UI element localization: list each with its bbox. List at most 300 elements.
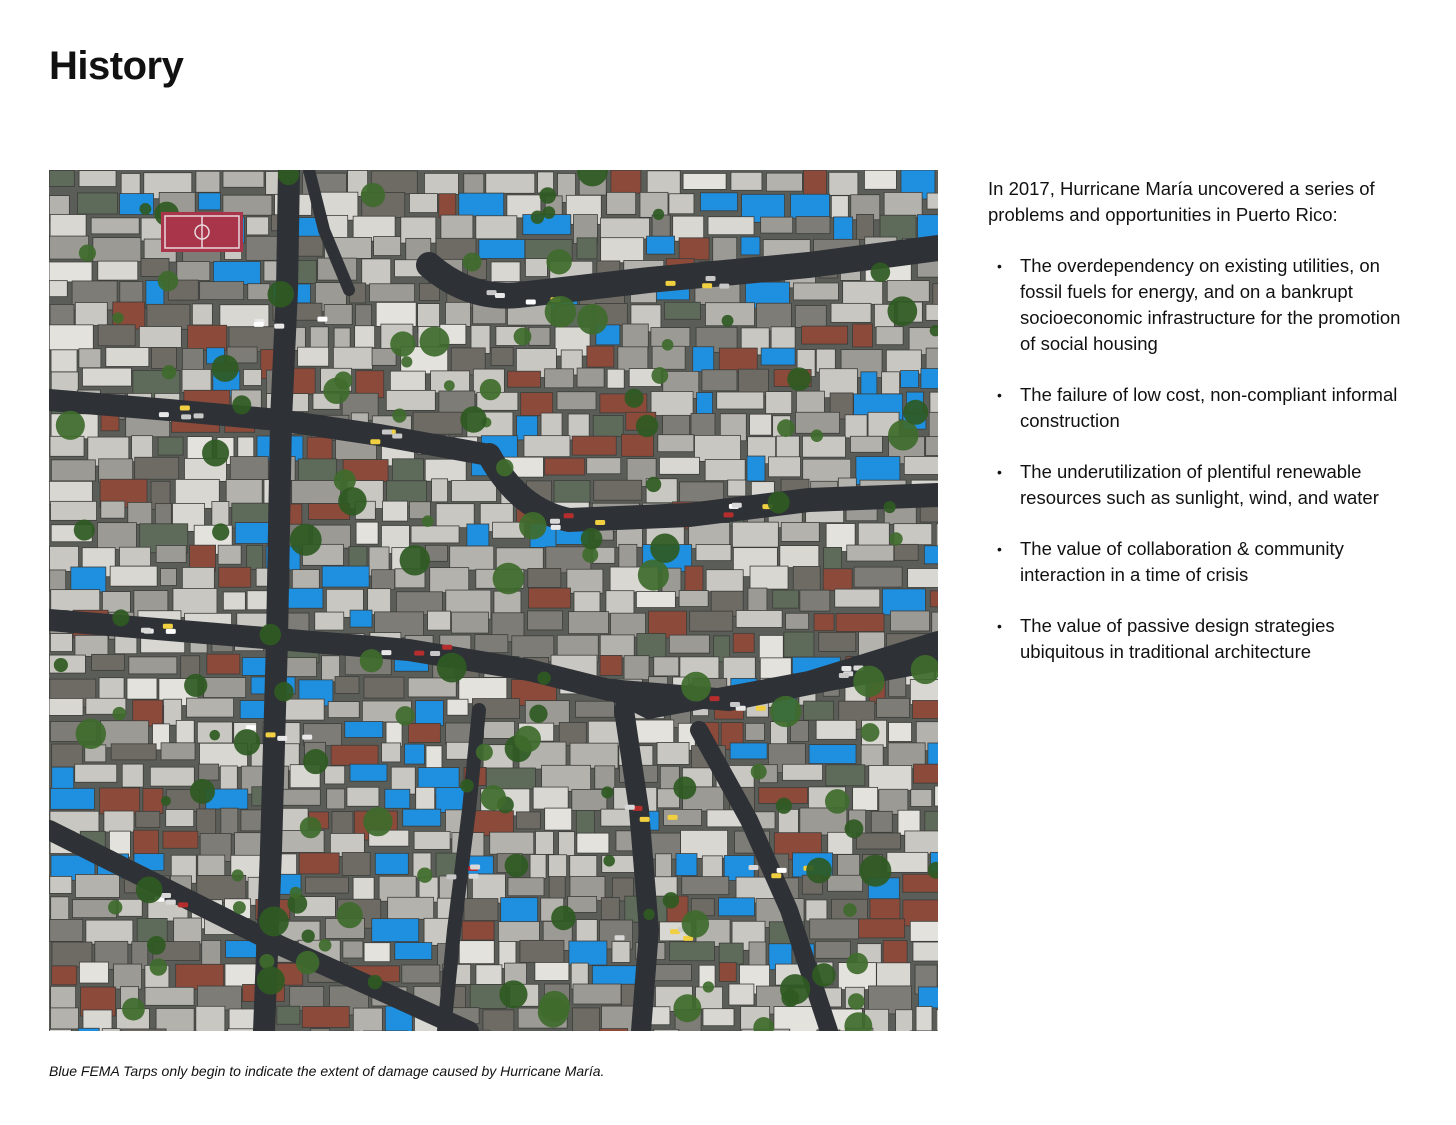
car xyxy=(180,406,190,411)
page-title: History xyxy=(49,44,184,88)
roof xyxy=(730,743,767,759)
roof xyxy=(529,327,550,345)
roof xyxy=(343,941,363,958)
roof xyxy=(402,965,440,983)
roof xyxy=(247,545,263,569)
roof xyxy=(347,787,379,806)
tree xyxy=(290,887,302,899)
roof xyxy=(174,918,202,944)
roof xyxy=(831,196,848,218)
bullet-icon: • xyxy=(997,258,1002,274)
tree xyxy=(673,994,701,1022)
roof xyxy=(395,943,432,960)
roof xyxy=(50,634,72,652)
roof xyxy=(729,984,754,1005)
roof xyxy=(719,898,755,916)
roof xyxy=(706,570,743,592)
roof xyxy=(856,833,900,849)
roof xyxy=(728,480,746,496)
roof xyxy=(71,567,106,592)
roof xyxy=(196,171,220,192)
history-text xyxy=(988,176,1418,690)
roof xyxy=(889,722,912,741)
roof xyxy=(78,1028,99,1031)
roof xyxy=(871,811,892,832)
roof xyxy=(464,899,498,921)
roof xyxy=(413,412,462,434)
car xyxy=(771,873,781,878)
roof xyxy=(768,457,800,477)
tree xyxy=(861,723,880,742)
roof xyxy=(594,480,642,500)
roof xyxy=(516,812,540,829)
tree xyxy=(56,411,85,440)
roof xyxy=(230,457,268,480)
car xyxy=(166,629,176,634)
list-item xyxy=(988,536,1418,588)
roof xyxy=(793,283,838,300)
roof xyxy=(624,656,649,680)
car xyxy=(274,324,284,329)
roof xyxy=(432,479,448,502)
roof xyxy=(221,808,238,834)
list-item xyxy=(988,253,1418,357)
roof xyxy=(850,436,882,452)
roof xyxy=(98,261,138,280)
roof xyxy=(554,480,590,503)
tree xyxy=(625,389,644,408)
tree xyxy=(843,903,857,917)
roof xyxy=(49,170,74,186)
roof xyxy=(600,635,634,658)
tree xyxy=(777,419,795,437)
roof xyxy=(247,217,269,235)
car xyxy=(470,864,480,869)
car xyxy=(625,805,635,810)
tree xyxy=(319,939,332,952)
roof xyxy=(305,877,348,893)
roof xyxy=(322,566,369,587)
roof xyxy=(298,347,329,366)
roof xyxy=(372,570,395,590)
roof xyxy=(223,171,264,187)
basketball-court xyxy=(161,212,243,252)
roof xyxy=(936,1010,938,1031)
roof xyxy=(459,193,504,216)
roof xyxy=(708,217,754,235)
roof xyxy=(901,371,919,388)
roof xyxy=(761,348,795,365)
roof xyxy=(679,238,709,260)
tree xyxy=(543,206,556,219)
car xyxy=(702,283,712,288)
roof xyxy=(362,259,391,285)
roof xyxy=(703,1009,734,1026)
roof xyxy=(857,214,874,239)
roof xyxy=(50,304,74,325)
roof xyxy=(248,284,270,300)
roof xyxy=(530,855,546,879)
roof xyxy=(51,1008,79,1029)
tree xyxy=(825,789,850,814)
roof xyxy=(156,545,186,562)
roof xyxy=(364,677,404,698)
roof xyxy=(926,348,938,371)
roof xyxy=(416,787,435,810)
tree xyxy=(212,355,239,382)
roof xyxy=(79,349,101,368)
roof xyxy=(828,875,863,891)
roof xyxy=(335,677,359,694)
car xyxy=(526,300,536,305)
car xyxy=(730,702,740,707)
car xyxy=(640,817,650,822)
car xyxy=(159,412,169,417)
roof xyxy=(904,456,938,474)
roof xyxy=(382,743,401,762)
car xyxy=(442,645,452,650)
tree xyxy=(538,997,569,1028)
tree xyxy=(390,331,415,356)
roof xyxy=(145,987,194,1005)
tree xyxy=(551,906,576,931)
roof xyxy=(441,215,473,240)
roof xyxy=(809,745,856,764)
roof xyxy=(693,347,714,372)
roof xyxy=(814,614,834,631)
roof xyxy=(557,392,596,410)
roof xyxy=(182,369,211,392)
roof xyxy=(664,302,700,319)
roof xyxy=(834,217,853,242)
roof xyxy=(829,172,858,195)
roof xyxy=(593,416,623,437)
roof xyxy=(913,700,938,718)
tree xyxy=(122,998,145,1021)
roof xyxy=(791,194,830,218)
roof xyxy=(491,348,513,366)
car xyxy=(446,874,456,879)
roof xyxy=(656,854,672,879)
roof xyxy=(409,194,437,213)
tree xyxy=(903,400,928,425)
roof xyxy=(388,897,434,919)
roof xyxy=(545,458,585,475)
roof xyxy=(428,611,451,630)
tree xyxy=(514,328,532,346)
roof xyxy=(747,456,765,481)
roof xyxy=(218,545,241,564)
roof xyxy=(836,614,884,632)
tree xyxy=(499,980,527,1008)
tree xyxy=(420,327,450,357)
roof xyxy=(683,173,726,189)
roof xyxy=(685,566,703,591)
roof xyxy=(774,1007,819,1031)
tree xyxy=(162,365,176,379)
roof xyxy=(611,170,641,193)
tree xyxy=(338,487,366,515)
roof xyxy=(52,767,74,790)
tree xyxy=(514,726,541,753)
roof xyxy=(815,941,850,958)
roof xyxy=(741,237,760,255)
tree xyxy=(577,304,608,335)
roof xyxy=(166,810,194,827)
roof xyxy=(702,370,737,391)
tree xyxy=(846,953,868,975)
roof xyxy=(835,589,880,607)
roof xyxy=(647,236,675,254)
tree xyxy=(396,706,415,725)
roof xyxy=(114,964,142,989)
roof xyxy=(430,568,469,593)
roof xyxy=(861,745,883,766)
roof xyxy=(176,964,224,989)
car xyxy=(381,650,391,655)
roof xyxy=(859,919,905,938)
tree xyxy=(643,909,654,920)
tree xyxy=(79,244,96,261)
roof xyxy=(896,1010,913,1031)
roof xyxy=(451,481,496,502)
tree xyxy=(859,855,891,887)
roof xyxy=(49,281,67,297)
roof xyxy=(911,789,932,806)
tree xyxy=(871,262,891,282)
car xyxy=(841,666,851,671)
roof xyxy=(491,262,520,282)
tree xyxy=(812,963,836,987)
roof xyxy=(345,721,383,737)
tree xyxy=(150,958,167,975)
roof xyxy=(93,238,141,262)
roof xyxy=(484,721,515,738)
list-item xyxy=(988,459,1418,511)
tree xyxy=(337,902,363,928)
tree xyxy=(422,515,434,527)
roof xyxy=(508,878,544,896)
tree xyxy=(806,858,832,884)
roof xyxy=(295,260,316,283)
roof xyxy=(669,942,714,961)
roof xyxy=(459,941,494,964)
roof xyxy=(601,238,644,263)
roof xyxy=(823,569,852,591)
list-item-text: The failure of low cost, non-compliant informal construction xyxy=(1020,384,1398,431)
roof xyxy=(528,611,563,630)
roof xyxy=(883,941,907,964)
roof xyxy=(139,327,181,348)
roof xyxy=(575,701,614,717)
roof xyxy=(695,435,741,461)
tree xyxy=(722,315,734,327)
roof xyxy=(135,457,179,479)
roof xyxy=(52,744,83,767)
roof xyxy=(414,831,450,849)
roof xyxy=(520,940,564,962)
roof xyxy=(79,962,108,983)
car xyxy=(469,874,479,879)
roof xyxy=(331,745,378,765)
tree xyxy=(463,253,482,272)
roof xyxy=(150,767,194,786)
tree xyxy=(519,512,546,539)
tree xyxy=(646,477,661,492)
tree xyxy=(889,532,902,545)
car xyxy=(254,322,264,327)
roof xyxy=(79,171,116,187)
roof xyxy=(882,372,900,394)
roof xyxy=(748,588,767,611)
roof xyxy=(424,173,458,194)
roof xyxy=(350,764,387,781)
tree xyxy=(638,559,669,590)
tree xyxy=(233,901,246,914)
roof xyxy=(700,193,737,211)
roof xyxy=(462,921,494,940)
car xyxy=(839,673,849,678)
roof xyxy=(128,502,152,524)
tree xyxy=(274,682,294,702)
tree xyxy=(112,312,123,323)
roof xyxy=(525,259,547,277)
tree xyxy=(113,707,127,721)
tree xyxy=(651,367,668,384)
roof xyxy=(910,921,938,941)
tree xyxy=(853,666,884,697)
roof xyxy=(845,415,867,438)
tree xyxy=(493,563,525,595)
roof xyxy=(476,216,517,239)
tree xyxy=(260,624,281,645)
roof xyxy=(570,743,618,768)
roof xyxy=(766,173,802,191)
roof xyxy=(332,812,353,837)
tree xyxy=(545,296,576,327)
bullet-icon: • xyxy=(997,387,1002,403)
roof xyxy=(50,570,66,591)
roof xyxy=(151,348,176,369)
tree xyxy=(437,653,467,683)
roof xyxy=(731,172,762,190)
roof xyxy=(121,173,140,194)
car xyxy=(668,815,678,820)
tree xyxy=(158,271,179,292)
roof xyxy=(577,368,604,387)
roof xyxy=(50,788,94,809)
roof xyxy=(100,788,140,814)
tree xyxy=(787,367,811,391)
roof xyxy=(802,436,845,457)
roof xyxy=(877,698,910,717)
roof xyxy=(927,193,938,209)
tree xyxy=(662,339,674,351)
roof xyxy=(292,480,341,503)
bullet-icon: • xyxy=(997,618,1002,634)
car xyxy=(550,519,560,524)
roof xyxy=(86,920,133,944)
roof xyxy=(935,786,938,806)
tree xyxy=(74,520,95,541)
roof xyxy=(49,698,83,715)
roof xyxy=(719,348,757,372)
tree xyxy=(538,671,551,684)
roof xyxy=(383,501,408,521)
roof xyxy=(104,811,134,832)
roof xyxy=(690,611,733,631)
roof xyxy=(49,325,93,350)
roof xyxy=(277,1006,300,1024)
tree xyxy=(360,649,383,672)
roof xyxy=(475,635,508,653)
roof xyxy=(679,591,708,607)
roof xyxy=(333,347,372,369)
car xyxy=(719,284,729,289)
roof xyxy=(781,522,819,541)
car xyxy=(277,736,287,741)
roof xyxy=(375,853,408,874)
roof xyxy=(302,1007,349,1028)
roof xyxy=(50,919,83,941)
tree xyxy=(682,910,709,937)
roof xyxy=(654,657,679,676)
bullet-icon: • xyxy=(997,541,1002,557)
tree xyxy=(401,356,412,367)
roof xyxy=(918,987,938,1008)
roof xyxy=(207,654,240,674)
roof xyxy=(415,701,443,726)
roof xyxy=(793,566,820,593)
car xyxy=(777,868,787,873)
tree xyxy=(290,524,322,556)
roof xyxy=(486,173,535,193)
list-item-text: The value of passive design strategies ubiquitous in traditional architecture xyxy=(1020,615,1335,662)
roof xyxy=(198,193,220,210)
roof xyxy=(559,832,575,856)
roof xyxy=(163,831,198,848)
tree xyxy=(417,868,432,883)
roof xyxy=(91,218,139,234)
roof xyxy=(50,876,72,893)
tree xyxy=(848,993,865,1010)
roof xyxy=(796,217,830,234)
roof xyxy=(929,412,938,438)
roof xyxy=(411,526,459,543)
tree xyxy=(887,296,917,326)
roof xyxy=(816,720,856,739)
car xyxy=(595,520,605,525)
tree xyxy=(300,817,322,839)
tree xyxy=(673,777,696,800)
roof xyxy=(327,789,345,809)
roof xyxy=(325,766,345,784)
tree xyxy=(257,967,285,995)
car xyxy=(615,935,625,940)
list-item xyxy=(988,613,1418,665)
roof xyxy=(376,302,416,326)
roof xyxy=(51,501,97,520)
tree xyxy=(603,855,615,867)
roof xyxy=(82,368,131,386)
bullet-icon: • xyxy=(997,464,1002,480)
roof xyxy=(75,302,107,325)
car xyxy=(181,414,191,419)
roof xyxy=(102,1029,120,1031)
roof xyxy=(507,371,540,387)
roof xyxy=(447,699,468,715)
roof xyxy=(870,899,900,919)
